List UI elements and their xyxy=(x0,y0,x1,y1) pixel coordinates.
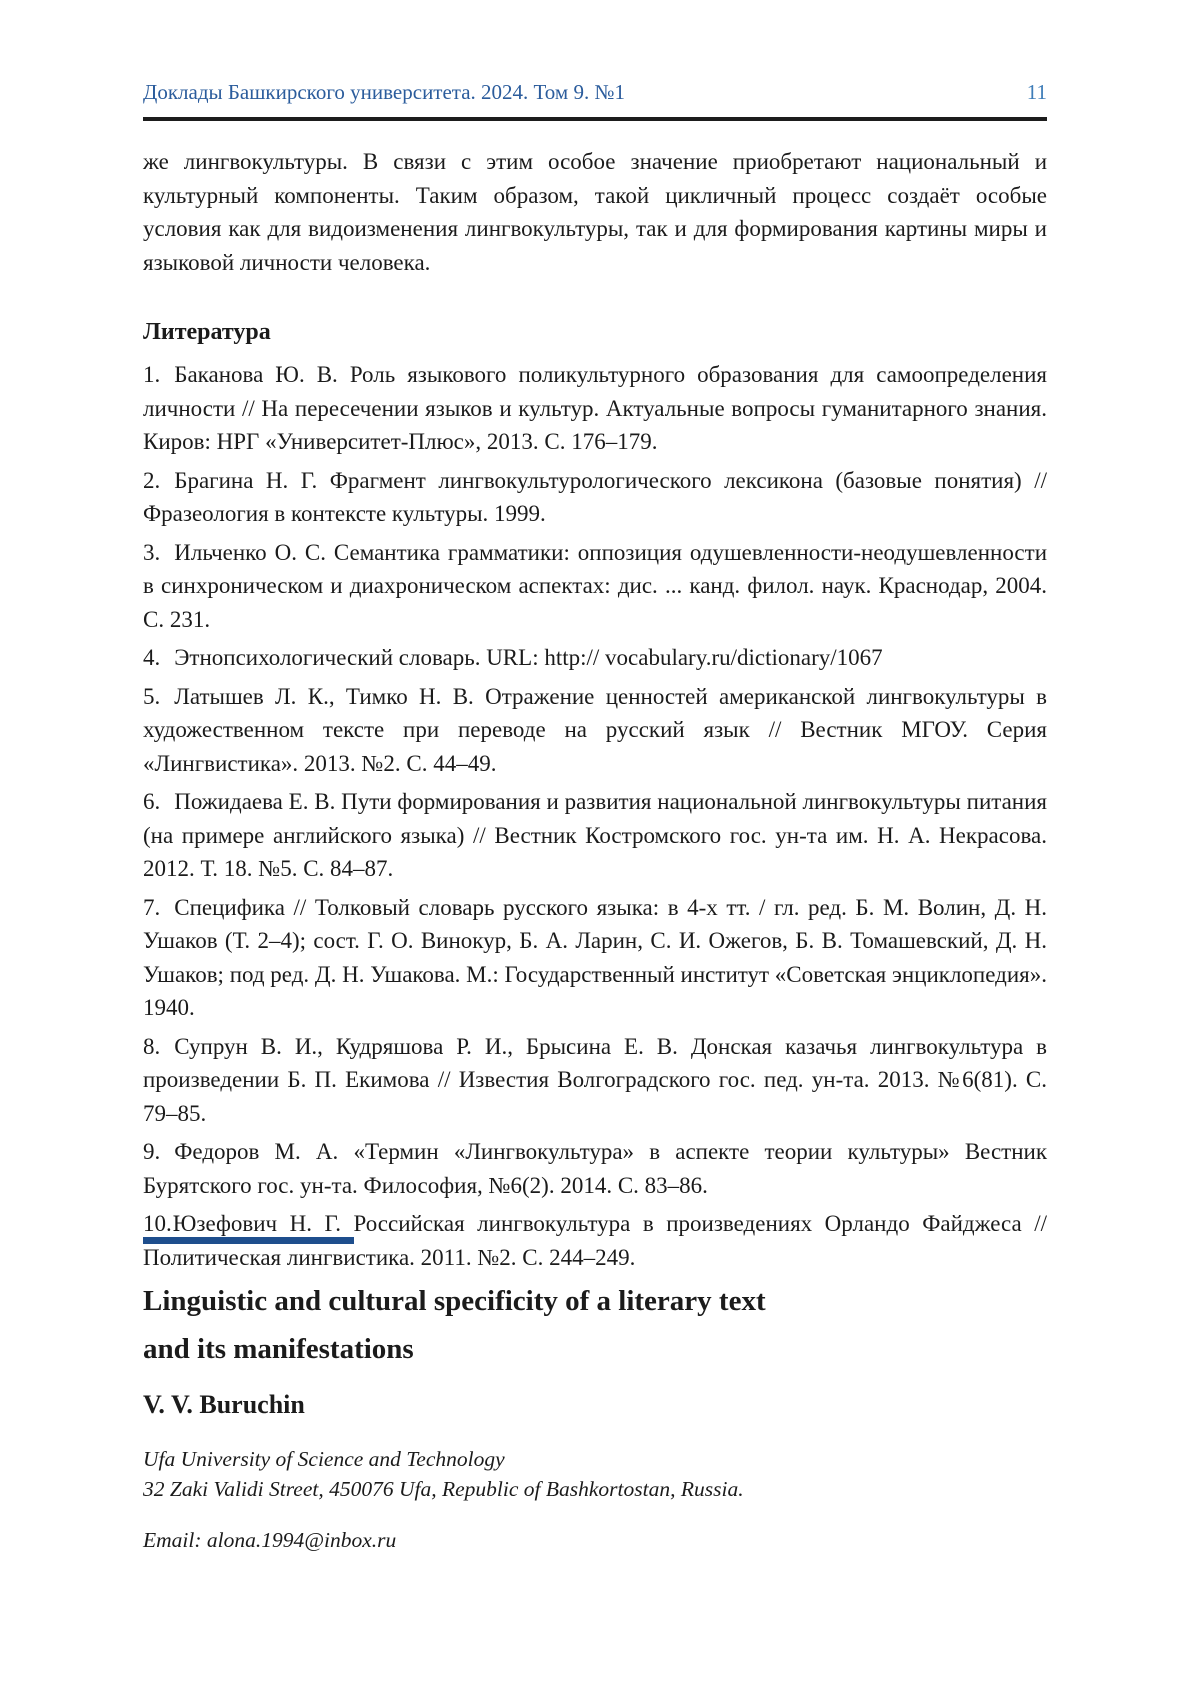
reference-number: 7. xyxy=(143,894,161,920)
english-title-line-2: and its manifestations xyxy=(143,1333,414,1365)
english-title-line-1: Linguistic and cultural specificity of a literary text xyxy=(143,1285,766,1317)
reference-number: 8. xyxy=(143,1033,161,1059)
reference-number: 6. xyxy=(143,789,161,814)
reference-item xyxy=(143,680,1047,781)
page-number: 11 xyxy=(1026,80,1047,104)
section-divider-rule xyxy=(143,1237,354,1244)
reference-text: Этнопсихологический словарь. URL: http:// vocabulary.ru/dictionary/1067 xyxy=(174,645,883,670)
reference-text: Юзефович Н. Г. Российская лингвокультура в произведениях Орландо Файджеса // Политическая лингвистика. 2011. №2. С. 244–249. xyxy=(143,1211,1047,1270)
running-head xyxy=(143,80,1047,105)
reference-text: Федоров М. А. «Термин «Лингвокультура» в аспекте теории культуры» Вестник Бурятского гос. ун-та. Философия, №6(2). 2014. С. 83–86. xyxy=(143,1139,1047,1198)
header-divider-rule xyxy=(143,117,1047,121)
reference-number: 4. xyxy=(143,645,161,670)
author-email: Email: alona.1994@inbox.ru xyxy=(143,1528,397,1552)
affiliation-line-2: 32 Zaki Validi Street, 450076 Ufa, Republic of Bashkortostan, Russia. xyxy=(143,1477,744,1501)
reference-number: 5. xyxy=(143,683,161,709)
reference-number: 2. xyxy=(143,467,161,493)
affiliation-line-1: Ufa University of Science and Technology xyxy=(143,1447,505,1471)
reference-text: Специфика // Толковый словарь русского языка: в 4-х тт. / гл. ред. Б. М. Волин, Д. Н. Ушаков (Т. 2–4); сост. Г. О. Винокур, Б. А. Ларин, С. И. Ожегов, Б. В. Томашевский, Д. Н. Ушаков; под ред. Д. Н. Ушакова. М.: Государственный институт «Советская энциклопедия». 1940. xyxy=(143,894,1047,1020)
english-title xyxy=(143,1277,1047,1373)
references-list xyxy=(143,358,1047,1279)
body-paragraph: же лингвокультуры. В связи с этим особое значение приобретают национальный и культурный компоненты. Таким образом, такой цикличный процесс создаёт особые условия как для видоизменения лингвокультуры, так и для формирования картины миры и языковой личности человека. xyxy=(143,149,1047,275)
reference-item xyxy=(143,464,1047,531)
reference-number: 3. xyxy=(143,539,161,565)
reference-item xyxy=(143,891,1047,1025)
reference-number: 10. xyxy=(143,1211,172,1236)
reference-text: Брагина Н. Г. Фрагмент лингвокультурологического лексикона (базовые понятия) // Фразеология в контексте культуры. 1999. xyxy=(143,467,1047,526)
reference-item xyxy=(143,536,1047,637)
reference-text: Латышев Л. К., Тимко Н. В. Отражение ценностей американской лингвокультуры в художественном тексте при переводе на русский язык // Вестник МГОУ. Серия «Лингвистика». 2013. №2. С. 44–49. xyxy=(143,683,1047,776)
reference-item xyxy=(143,1135,1047,1202)
reference-item xyxy=(143,641,1047,675)
reference-text: Ильченко О. С. Семантика грамматики: оппозиция одушевленности-неодушевленности в синхроническом и диахроническом аспектах: дис. ... канд. филол. наук. Краснодар, 2004. С. 231. xyxy=(143,539,1047,632)
reference-number: 1. xyxy=(143,362,161,387)
reference-item xyxy=(143,358,1047,459)
author-name: V. V. Buruchin xyxy=(143,1390,305,1419)
references-heading: Литература xyxy=(143,319,271,345)
reference-number: 9. xyxy=(143,1139,161,1164)
reference-item xyxy=(143,1030,1047,1131)
reference-text: Баканова Ю. В. Роль языкового поликультурного образования для самоопределения личности // На пересечении языков и культур. Актуальные вопросы гуманитарного знания. Киров: НРГ «Университет-Плюс», 2013. С. 176–179. xyxy=(143,362,1047,454)
reference-item xyxy=(143,785,1047,886)
journal-title: Доклады Башкирского университета. 2024. Том 9. №1 xyxy=(143,80,625,104)
reference-text: Супрун В. И., Кудряшова Р. И., Брысина Е. В. Донская казачья лингвокультура в произведении Б. П. Екимова // Известия Волгоградского гос. пед. ун-та. 2013. №6(81). С. 79–85. xyxy=(143,1033,1047,1126)
author-affiliation xyxy=(143,1444,1047,1504)
reference-text: Пожидаева Е. В. Пути формирования и развития национальной лингвокультуры питания (на примере английского языка) // Вестник Костромского гос. ун-та им. Н. А. Некрасова. 2012. Т. 18. №5. С. 84–87. xyxy=(143,789,1047,881)
